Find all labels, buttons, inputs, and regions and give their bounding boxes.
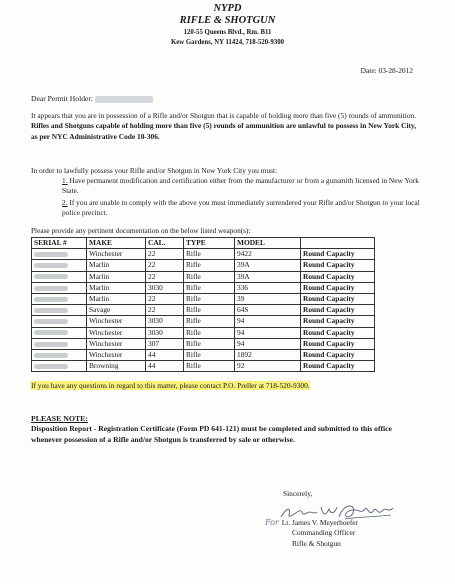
redacted-serial [34,308,68,313]
make-cell: Winchester [87,349,146,360]
redacted-serial [34,330,68,335]
type-cell: Rifle [184,271,235,282]
cal-cell: 3030 [146,316,184,327]
cal-cell: 44 [146,361,184,372]
redacted-serial [34,286,68,291]
table-row [32,327,375,338]
table-row [32,361,375,372]
weapons-table [31,237,375,372]
note-heading: PLEASE NOTE: [31,414,88,423]
officer-name: Lt. James V. Meyerhoefer [281,518,359,527]
cal-cell: 44 [146,349,184,360]
letterhead-agency: NYPD [213,3,242,14]
serial-cell [32,260,87,271]
serial-cell [32,249,87,260]
note-cell: Round Capacity [301,361,375,372]
type-cell: Rifle [184,349,235,360]
redacted-serial [34,353,68,358]
header-cal: CAL. [146,238,184,249]
make-cell: Winchester [87,316,146,327]
note-cell: Round Capacity [301,349,375,360]
note-cell: Round Capacity [301,327,375,338]
serial-cell [32,305,87,316]
table-row [32,305,375,316]
contact-line [31,381,361,391]
header-serial: SERIAL # [32,238,87,249]
make-cell: Marlin [87,260,146,271]
note-cell: Round Capacity [301,260,375,271]
model-cell: 92 [235,361,301,372]
for-mark: For [265,518,279,527]
type-cell: Rifle [184,260,235,271]
option-2-text: If you are unable to comply with the above you must immediately surrendered your Rifle and/or Shotgun to your local police precinct. [62,198,420,218]
table-row [32,249,375,260]
letterhead-address2: Kew Gardens, NY 11424, 718-520-9300 [170,39,285,46]
option-2-number: 2. [62,198,68,207]
table-caption: Please provide any pertinent documentation on the below listed weapon(s): [31,226,251,235]
serial-cell [32,338,87,349]
header-make: MAKE [87,238,146,249]
make-cell: Marlin [87,282,146,293]
model-cell: 94 [235,327,301,338]
make-cell: Winchester [87,338,146,349]
type-cell: Rifle [184,305,235,316]
cal-cell: 22 [146,293,184,304]
type-cell: Rifle [184,249,235,260]
contact-line-text: If you have any questions in regard to this matter, please contact P.O. Preller at 718-520-9300. [31,381,310,390]
cal-cell: 307 [146,338,184,349]
redacted-serial [34,364,68,369]
cal-cell: 22 [146,260,184,271]
redacted-serial [34,342,68,347]
serial-cell [32,282,87,293]
redacted-serial [34,263,68,268]
table-row [32,316,375,327]
salutation-text: Dear Permit Holder: [31,94,93,103]
paragraph-1 [31,111,421,142]
model-cell: 64S [235,305,301,316]
cal-cell: 22 [146,249,184,260]
signature-block [265,518,358,549]
letterhead-address1: 120-55 Queens Blvd., Rm. B11 [183,29,272,36]
type-cell: Rifle [184,282,235,293]
table-row [32,260,375,271]
table-row [32,293,375,304]
model-cell: 39A [235,260,301,271]
cal-cell: 22 [146,305,184,316]
note-cell: Round Capacity [301,282,375,293]
cal-cell: 22 [146,271,184,282]
redacted-serial [34,274,68,279]
model-cell: 39 [235,293,301,304]
serial-cell [32,271,87,282]
salutation [31,94,153,103]
date-line: Date: 03-28-2012 [360,66,413,75]
model-cell: 94 [235,338,301,349]
header-type: TYPE [184,238,235,249]
serial-cell [32,316,87,327]
note-text: Disposition Report - Registration Certificate (Form PD 641-121) must be completed and submitted to this office whenever possession of a Rifle and/or Shotgun is transferred by sale or otherwise. [31,424,392,444]
note-cell: Round Capacity [301,293,375,304]
paragraph-2: In order to lawfully possess your Rifle and/or Shotgun in New York City you must: [31,166,278,175]
model-cell: 39A [235,271,301,282]
note-cell: Round Capacity [301,316,375,327]
note-cell: Round Capacity [301,305,375,316]
type-cell: Rifle [184,316,235,327]
make-cell: Marlin [87,271,146,282]
make-cell: Winchester [87,327,146,338]
table-header-row [32,238,375,249]
redacted-serial [34,319,68,324]
make-cell: Winchester [87,249,146,260]
cal-cell: 3030 [146,282,184,293]
table-row [32,271,375,282]
serial-cell [32,293,87,304]
redacted-serial [34,297,68,302]
header-model: MODEL [235,238,301,249]
option-1 [62,176,422,197]
type-cell: Rifle [184,293,235,304]
paragraph-1-bold: Rifles and Shotguns capable of holding more than five (5) rounds of ammunition are unlawful to possess in New York City, as per NYC Administrative Code 10-306. [31,121,417,141]
note-cell: Round Capacity [301,249,375,260]
make-cell: Browning [87,361,146,372]
note-cell: Round Capacity [301,338,375,349]
make-cell: Savage [87,305,146,316]
table-row [32,349,375,360]
type-cell: Rifle [184,361,235,372]
cal-cell: 3030 [146,327,184,338]
type-cell: Rifle [184,338,235,349]
model-cell: 94 [235,316,301,327]
serial-cell [32,361,87,372]
table-row [32,282,375,293]
option-2 [62,198,422,219]
redacted-serial [34,252,68,257]
officer-unit: Rifle & Shotgun [292,538,341,548]
note-cell: Round Capacity [301,271,375,282]
table-row [32,338,375,349]
model-cell: 9422 [235,249,301,260]
model-cell: 336 [235,282,301,293]
signature-name-line [265,518,358,528]
header-note [301,238,375,249]
option-1-text: Have permanent modification and certification either from the manufacturer or from a gunsmith licensed in New York State. [62,176,419,196]
model-cell: 1892 [235,349,301,360]
option-1-number: 1. [62,176,68,185]
officer-title: Commanding Officer [292,528,356,538]
type-cell: Rifle [184,327,235,338]
serial-cell [32,327,87,338]
make-cell: Marlin [87,293,146,304]
letterhead-unit: RIFLE & SHOTGUN [179,15,276,26]
paragraph-1-plain: It appears that you are in possession of a Rifle and/or Shotgun that is capable of holding more than five (5) rounds of ammunition. [31,111,417,120]
closing: Sincerely, [283,489,313,498]
redacted-name [95,96,153,103]
serial-cell [32,349,87,360]
